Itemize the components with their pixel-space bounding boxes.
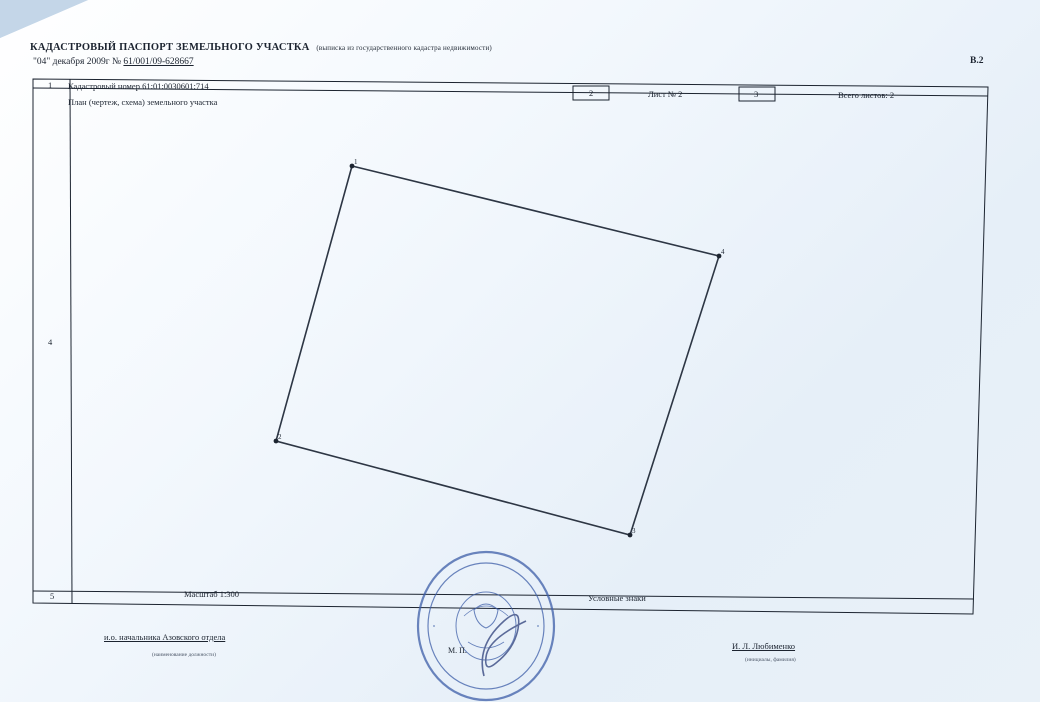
row4-number: 4 xyxy=(48,337,53,347)
land-plot-boundary xyxy=(276,166,719,535)
number-column-line xyxy=(70,79,72,603)
signer-caption: (инициалы, фамилия) xyxy=(745,657,796,663)
sheet-box-right-text: 3 xyxy=(754,89,759,99)
signer-name: И. Л. Любименко xyxy=(732,641,796,651)
document-number: 61/001/09-628667 xyxy=(123,57,194,67)
row1-number: 1 xyxy=(48,80,53,90)
boundary-point-label-2: 2 xyxy=(278,433,282,441)
scale-label: Масштаб 1:300 xyxy=(184,589,240,599)
cadastral-number: Кадастровый номер 61:01:0030601:714 xyxy=(68,81,209,91)
title-text: КАДАСТРОВЫЙ ПАСПОРТ ЗЕМЕЛЬНОГО УЧАСТКА xyxy=(30,42,310,53)
plan-title: План (чертеж, схема) земельного участка xyxy=(68,97,218,107)
position-caption: (наименование должности) xyxy=(152,652,216,658)
title-note: (выписка из государственного кадастра недвижимости) xyxy=(316,44,492,52)
boundary-point-label-3: 3 xyxy=(632,527,636,535)
official-seal xyxy=(414,546,558,702)
boundary-point-label-1: 1 xyxy=(354,158,358,166)
sheet-box-left-text: 2 xyxy=(589,88,594,98)
signatory-position: и.о. начальника Азовского отдела xyxy=(104,632,226,642)
date-prefix: "04" декабря 2009г № xyxy=(33,57,124,67)
sheet-number: Лист № 2 xyxy=(648,89,683,99)
sheet-code: В.2 xyxy=(970,56,984,66)
stamp-place-label: М. П. xyxy=(448,646,467,655)
outer-border xyxy=(33,79,988,614)
boundary-point-label-4: 4 xyxy=(721,248,725,256)
row5-number: 5 xyxy=(50,591,55,601)
total-sheets: Всего листов: 2 xyxy=(838,90,895,100)
legend-label: Условные знаки xyxy=(588,593,646,603)
